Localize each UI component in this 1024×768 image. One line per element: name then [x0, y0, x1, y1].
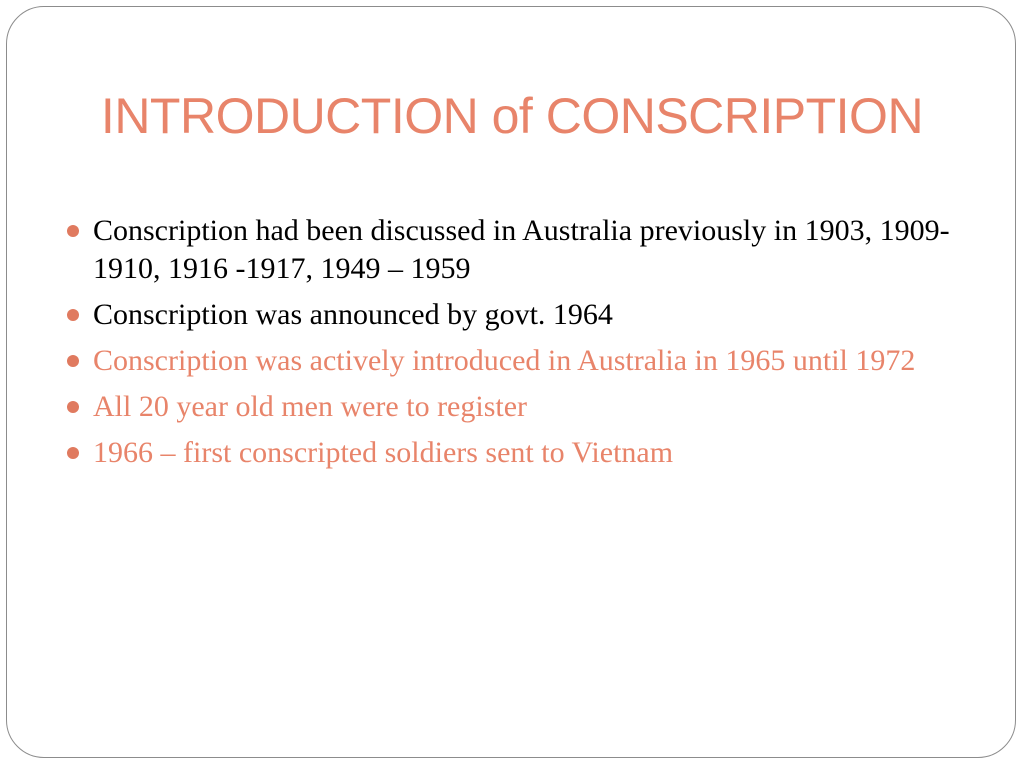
bullet-text: Conscription was announced by govt. 1964 — [93, 298, 613, 331]
bullet-dot-icon — [67, 225, 79, 237]
bullet-text: Conscription was actively introduced in Australia in 1965 until 1972 — [93, 344, 916, 377]
bullet-item — [64, 296, 964, 334]
bullet-text: 1966 – first conscripted soldiers sent to Vietnam — [93, 436, 674, 469]
bullet-list — [64, 212, 964, 480]
bullet-item — [64, 388, 964, 426]
bullet-dot-icon — [67, 309, 79, 321]
bullet-item — [64, 434, 964, 472]
bullet-text: All 20 year old men were to register — [93, 390, 528, 423]
bullet-item — [64, 212, 964, 288]
bullet-dot-icon — [67, 447, 79, 459]
bullet-text: Conscription had been discussed in Australia previously in 1903, 1909- 1910, 1916 -1917, 1949 – 1959 — [93, 214, 950, 285]
bullet-dot-icon — [67, 355, 79, 367]
bullet-dot-icon — [67, 401, 79, 413]
bullet-item — [64, 342, 964, 380]
slide-title: INTRODUCTION of CONSCRIPTION — [100, 88, 924, 144]
